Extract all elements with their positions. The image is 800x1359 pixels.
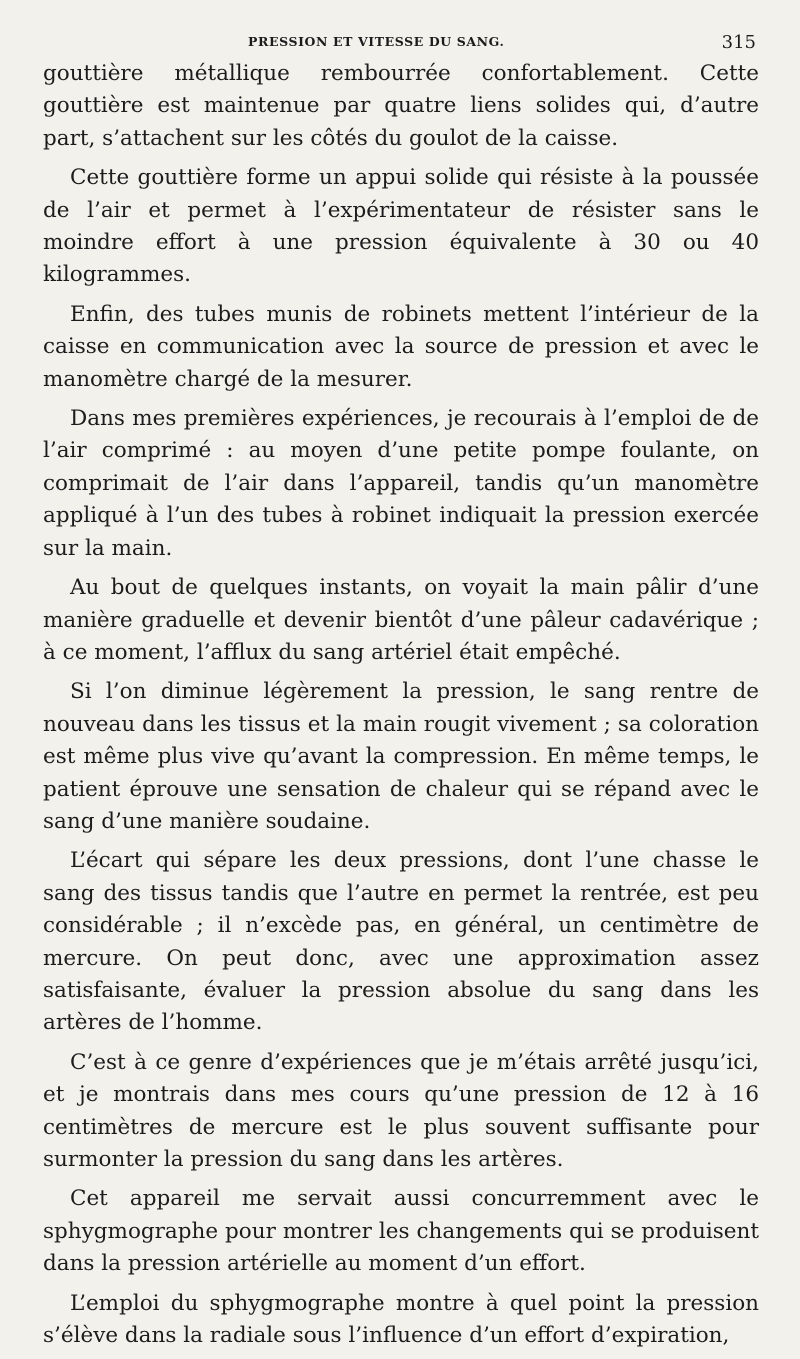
paragraph: Si l’on diminue légèrement la pression, le sang rentre de nouveau dans les tissus et la main rougit vivement ; sa coloration est même plus vive qu’avant la compression. En même temps, le patient éprouve une sensation de chaleur qui se répand avec le sang d’une manière soudaine. [43,679,759,834]
page-header [40,32,756,56]
paragraph: Dans mes premières expériences, je recourais à l’emploi de de l’air comprimé : au moyen d’une petite pompe foulante, on comprimait de l’air dans l’appareil, tandis qu’un manomètre appliqué à l’un des tubes à robinet indiquait la pression exercée sur la main. [43,406,759,561]
paragraph: Cette gouttière forme un appui solide qui résiste à la poussée de l’air et permet à l’expérimentateur de résister sans le moindre effort à une pression équivalente à 30 ou 40 kilogrammes. [43,165,759,288]
body-text [43,58,759,1359]
paragraph: Au bout de quelques instants, on voyait la main pâlir d’une manière graduelle et devenir bientôt d’une pâleur cadavérique ; à ce moment, l’afflux du sang artériel était empêché. [43,575,759,665]
paragraph: L’emploi du sphygmographe montre à quel point la pression s’élève dans la radiale sous l’influence d’un effort d’expiration, [43,1290,759,1349]
paragraph: Cet appareil me servait aussi concurremment avec le sphygmographe pour montrer les changements qui se produisent dans la pression artérielle au moment d’un effort. [43,1186,759,1277]
page-number: 315 [721,32,756,53]
running-head: PRESSION ET VITESSE DU SANG. [248,34,505,49]
paragraph: Enfin, des tubes munis de robinets mettent l’intérieur de la caisse en communication avec la source de pression et avec le manomètre chargé de la mesurer. [43,301,759,392]
paragraph: L’écart qui sépare les deux pressions, dont l’une chasse le sang des tissus tandis que l’autre en permet la rentrée, est peu considérable ; il n’excède pas, en général, un centimètre de mercure. On peut donc, avec une approximation assez satisfaisante, évaluer la pression absolue du sang dans les artères de l’homme. [43,848,759,1036]
paragraph: C’est à ce genre d’expériences que je m’étais arrêté jusqu’ici, et je montrais dans mes cours qu’une pression de 12 à 16 centimètres de mercure est le plus souvent suffisante pour surmonter la pression du sang dans les artères. [43,1049,759,1172]
paragraph: gouttière métallique rembourrée confortablement. Cette gouttière est maintenue par quatre liens solides qui, d’autre part, s’attachent sur les côtés du goulot de la caisse. [43,61,759,151]
